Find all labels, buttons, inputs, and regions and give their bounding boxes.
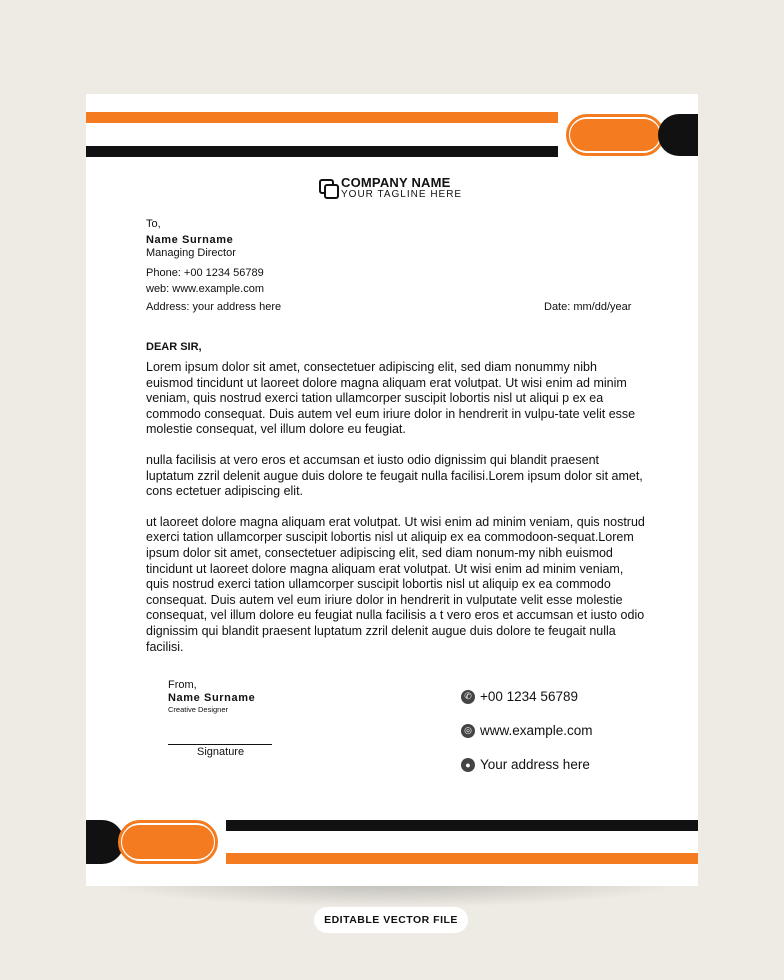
recipient-web: web: www.example.com (146, 283, 264, 295)
signature-label: Signature (197, 746, 245, 758)
header-black-cap (658, 114, 698, 156)
globe-icon: ◎ (461, 724, 475, 738)
contact-phone (461, 689, 578, 704)
signature-line (168, 744, 272, 745)
contact-address (461, 757, 590, 772)
body-paragraph-2: nulla facilisis at vero eros et accumsan et iusto odio dignissim qui blandit praesent luptatum zzril delenit augue duis dolore te feugait nulla facilisi.Lorem ipsum dolor sit amet, cons ectetuer adipiscing elit. (146, 452, 643, 499)
editable-vector-badge: EDITABLE VECTOR FILE (314, 907, 468, 933)
recipient-title: Managing Director (146, 247, 236, 259)
body-paragraph-3: ut laoreet dolore magna aliquam erat volutpat. Ut wisi enim ad minim veniam, quis nostrud exerci tation ullamcorper suscipit lobortis nisl ut aliquip ex ea commodoon-sequat.Lorem ipsum dolor sit amet, consectetuer adipiscing elit, sed diam nonum-my nibh euismod tincidunt ut laoreet dolore magna aliquam erat volutpat. Ut wisi enim ad minim veniam, quis nostrud exerci tation ullamcorper suscipit lobortis nisl ut aliquip ex ea commodo consequat. Duis autem vel eum iriure dolor in hendrerit in vulputate velit esse molestie consequat, vel illum dolore eu feugiat nulla facilisis a t vero eros et accumsan et iusto odio dignissim qui blandit praesent luptatum zzril delenit augue duis dolore te feugait nulla facilisi. (146, 514, 645, 654)
company-logo (318, 176, 462, 200)
from-label: From, (168, 679, 197, 691)
header-black-stripe (86, 146, 558, 157)
company-tagline: YOUR TAGLINE HERE (341, 189, 463, 200)
header-orange-stripe (86, 112, 558, 123)
body-paragraph-1: Lorem ipsum dolor sit amet, consectetuer adipiscing elit, sed diam nonummy nibh euismod tincidunt ut laoreet dolore magna aliquam erat volutpat. Ut wisi enim ad minim veniam, quis nostrud exerci tation ullamcorper suscipit lobortis nisl ut aliqui p ex ea commodo consequat. Duis autem vel eum iriure dolor in hendrerit in vulpu-tate velit esse molestie consequat, vel illum dolore eu feugiat. (146, 360, 636, 437)
contact-phone-text: +00 1234 56789 (480, 689, 578, 704)
phone-icon: ✆ (461, 690, 475, 704)
sender-title: Creative Designer (168, 705, 229, 714)
recipient-address: Address: your address here (146, 301, 282, 313)
location-pin-icon: ● (461, 758, 475, 772)
header-pill-fill (570, 119, 660, 151)
footer-pill-fill (122, 825, 214, 859)
letterhead-page (86, 94, 698, 886)
to-label: To, (146, 218, 161, 230)
contact-web (461, 723, 593, 738)
recipient-phone: Phone: +00 1234 56789 (146, 267, 264, 279)
overlapping-squares-icon (318, 178, 338, 198)
recipient-name: Name Surname (146, 234, 234, 246)
contact-web-text: www.example.com (480, 723, 593, 738)
sender-name: Name Surname (168, 692, 256, 704)
footer-black-stripe (226, 820, 698, 831)
company-name: COMPANY NAME (341, 175, 451, 190)
salutation: DEAR SIR, (146, 341, 202, 353)
contact-address-text: Your address here (480, 757, 590, 772)
footer-orange-stripe (226, 853, 698, 864)
letter-date: Date: mm/dd/year (544, 301, 632, 313)
letter-body (146, 360, 646, 655)
